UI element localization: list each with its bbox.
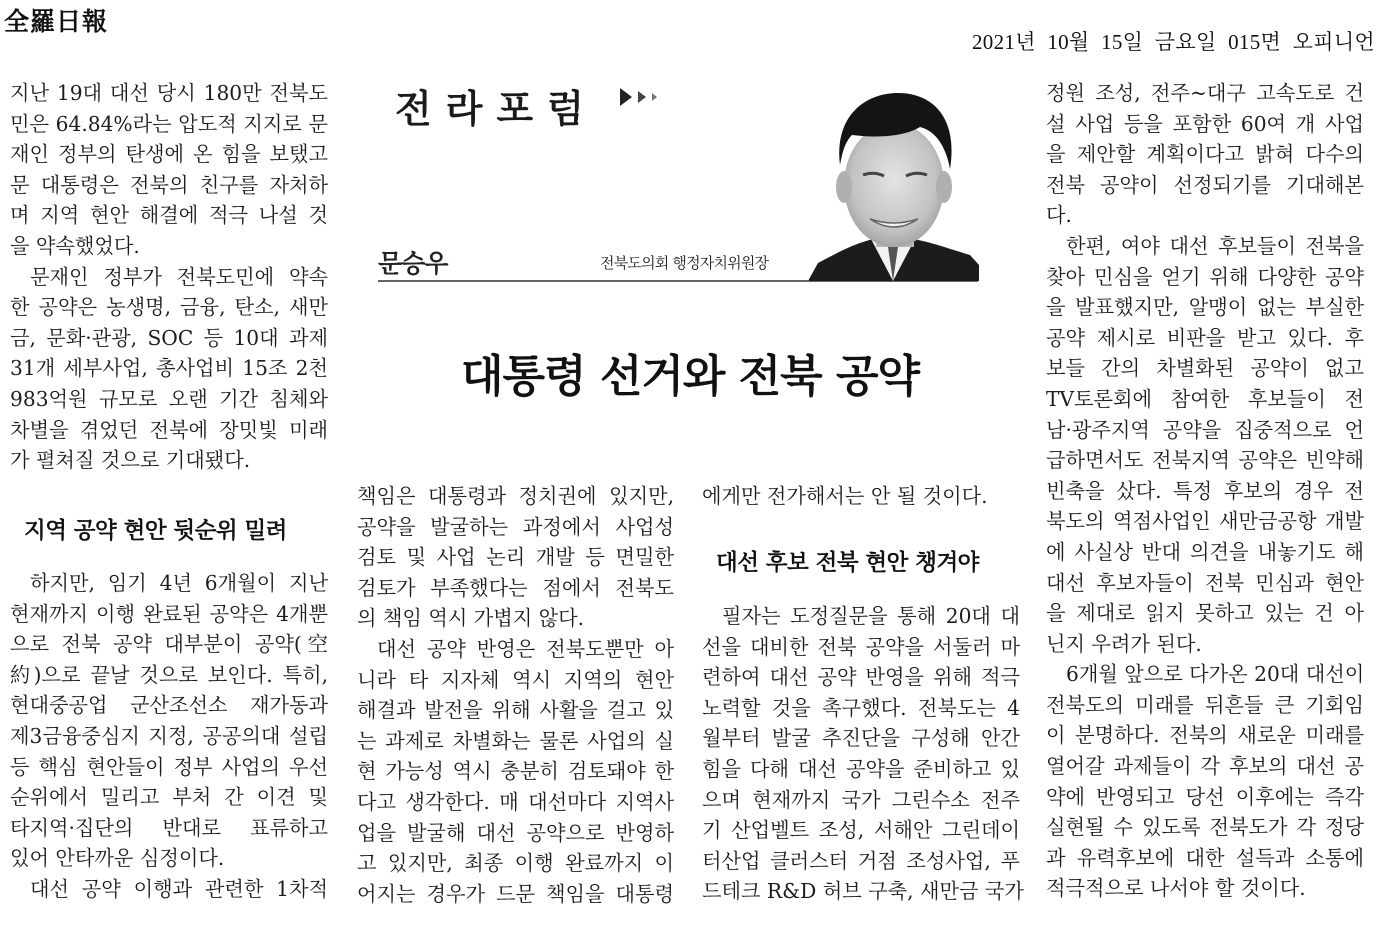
text-line: 으며 현재까지 국가 그린수소 전주 [702,787,1020,812]
article-column-1 [10,78,328,476]
text-line: 빈축을 샀다. 특정 후보의 경우 전 [1046,478,1364,503]
text-line: 열어갈 과제들이 각 후보의 대선 공 [1046,754,1364,779]
text-line: 제3금융중심지 지정, 공공의대 설립 [10,723,328,748]
text-line: 책임은 대통령과 정치권에 있지만, [357,484,674,508]
text-line: 현재까지 이행 완료된 공약은 4개뿐 [10,601,328,626]
text-line: 어지는 경우가 드문 책임을 대통령 [357,881,674,906]
text-line: 보들 간의 차별화된 공약이 없고 [1046,356,1364,381]
text-line: 을 제대로 읽지 못하고 있는 건 아 [1046,601,1364,626]
text-line: 금, 문화·관광, SOC 등 10대 과제 [10,325,328,350]
text-line: 을 약속했었다. [10,233,140,258]
text-line: TV토론회에 참여한 후보들이 전 [1046,386,1364,411]
text-line: 민은 64.84%라는 압도적 지지로 문 [10,111,328,136]
text-line: 급하면서도 전북지역 공약은 빈약해 [1046,448,1364,473]
text-line: 련하여 대선 공약 반영을 위해 적극 [702,665,1020,690]
text-line: 차별을 겪었던 전북에 장밋빛 미래 [10,417,328,442]
text-line: 공약을 발굴하는 과정에서 사업성 [357,514,674,539]
text-line: 검토 및 사업 논리 개발 등 면밀한 [357,545,674,570]
text-line: 현대중공업 군산조선소 재가동과 [10,693,328,718]
text-line: 문 대통령은 전북의 친구를 자처하 [10,172,328,197]
text-line: 하지만, 임기 4년 6개월이 지난 [30,571,328,595]
article-column-2 [357,481,674,909]
text-line: 이 분명하다. 전북의 새로운 미래를 [1046,723,1364,748]
text-line: 있어 안타까운 심정이다. [10,846,225,871]
arrow-right-icon [638,91,646,103]
text-line: 터산업 클러스터 거점 조성사업, 푸 [702,848,1020,873]
text-line: 한 공약은 농생명, 금융, 탄소, 새만 [10,295,328,320]
text-line: 대선 공약 반영은 전북도뿐만 아 [377,636,674,661]
article-headline: 대통령 선거와 전북 공약 [461,351,919,402]
text-line: 며 지역 현안 해결에 적극 나설 것 [10,203,328,228]
article-subhead: 대선 후보 전북 현안 챙겨야 [716,550,979,576]
text-line: 정원 조성, 전주~대구 고속도로 건 [1046,81,1364,105]
text-line: 등 핵심 현안들이 정부 사업의 우선 [10,754,328,779]
text-line: 전북도의 미래를 뒤흔들 큰 기회임 [1046,692,1364,717]
text-line: 으로 전북 공약 대부분이 공약(空 [10,632,328,657]
text-line: 업을 발굴해 대선 공약으로 반영하 [357,820,674,845]
text-line: 한편, 여야 대선 후보들이 전북을 [1066,233,1364,258]
text-line: 의 책임 역시 가볍지 않다. [357,606,585,631]
text-line: 다. [1046,203,1072,228]
publication-dateline: 2021년 10월 15일 금요일 015면 오피니언 [972,30,1375,54]
text-line: 을 제안할 계획이다고 밝혀 다수의 [1046,142,1364,167]
text-line: 31개 세부사업, 총사업비 15조 2천 [10,356,328,381]
text-line: 문재인 정부가 전북도민에 약속 [30,264,328,289]
text-line: 닌지 우려가 된다. [1046,631,1202,656]
article-column-3-continued [702,601,1024,907]
text-line: 검토가 부족했다는 점에서 전북도 [357,575,674,600]
text-line: 가 펼쳐질 것으로 기대됐다. [10,448,251,473]
article-column-4 [1046,78,1364,904]
article-subhead: 지역 공약 현안 뒷순위 밀려 [24,518,287,544]
text-line: 드테크 R&D 허브 구축, 새만금 국가 [702,879,1024,904]
triple-arrow-right-icon [620,88,657,106]
text-line: 설 사업 등을 포함한 60여 개 사업 [1046,111,1364,136]
text-line: 대선 공약 이행과 관련한 1차적 [30,876,328,901]
text-line: 約)으로 끝날 것으로 보인다. 특히, [10,662,328,687]
text-line: 월부터 발굴 추진단을 구성해 안간 [702,726,1020,751]
text-line: 북도의 역점사업인 새만금공항 개발 [1046,509,1364,534]
text-line: 힘을 다해 대선 공약을 준비하고 있 [702,756,1020,781]
text-line: 전북 공약이 선정되기를 기대해본 [1046,172,1364,197]
newspaper-masthead: 全羅日報 [4,7,109,36]
author-name: 문승우 [378,249,448,278]
author-portrait [808,87,979,281]
text-line: 대선 후보자들이 전북 민심과 현안 [1046,570,1364,595]
text-line: 노력할 것을 촉구했다. 전북도는 4 [702,695,1020,720]
text-line: 에게만 전가해서는 안 될 것이다. [702,484,988,508]
author-position: 전북도의회 행정자치위원장 [600,254,769,272]
text-line: 6개월 앞으로 다가온 20대 대선이 [1066,662,1365,687]
text-line: 983억원 규모로 오랜 기간 침체와 [10,386,328,411]
text-line: 적극적으로 나서야 할 것이다. [1046,876,1306,901]
section-banner-title: 전라포럼 [395,87,598,131]
arrow-right-icon [652,93,657,101]
article-column-1-continued [10,568,328,905]
text-line: 기 산업벨트 조성, 서해안 그린데이 [702,818,1020,843]
text-line: 타지역·집단의 반대로 표류하고 [10,815,328,840]
text-line: 해결과 발전을 위해 사활을 걸고 있 [357,698,674,723]
text-line: 남·광주지역 공약을 집중적으로 언 [1046,417,1364,442]
text-line: 선을 대비한 전북 공약을 서둘러 마 [702,634,1020,659]
portrait-image [808,87,979,281]
text-line: 순위에서 밀리고 부처 간 이견 및 [10,785,328,810]
text-line: 다고 생각한다. 매 대선마다 지역사 [357,789,674,814]
text-line: 에 사실상 반대 의견을 내놓기도 해 [1046,539,1364,564]
text-line: 공약 제시로 비판을 받고 있다. 후 [1046,325,1364,350]
text-line: 고 있지만, 최종 이행 완료까지 이 [357,851,674,876]
text-line: 약에 반영되고 당선 이후에는 즉각 [1046,784,1364,809]
text-line: 지난 19대 대선 당시 180만 전북도 [10,81,328,105]
text-line: 과 유력후보에 대한 설득과 소통에 [1046,845,1364,870]
text-line: 재인 정부의 탄생에 온 힘을 보탰고 [10,142,328,167]
text-line: 실현될 수 있도록 전북도가 각 정당 [1046,815,1364,840]
text-line: 을 발표했지만, 알맹이 없는 부실한 [1046,295,1364,320]
arrow-right-icon [620,88,632,106]
text-line: 찾아 민심을 얻기 위해 다양한 공약 [1046,264,1364,289]
text-line: 니라 타 지자체 역시 지역의 현안 [357,667,674,692]
text-line: 필자는 도정질문을 통해 20대 대 [722,604,1020,628]
text-line: 현 가능성 역시 충분히 검토돼야 한 [357,759,674,784]
text-line: 는 과제로 차별화는 물론 사업의 실 [357,728,674,753]
article-column-3 [702,481,1020,512]
